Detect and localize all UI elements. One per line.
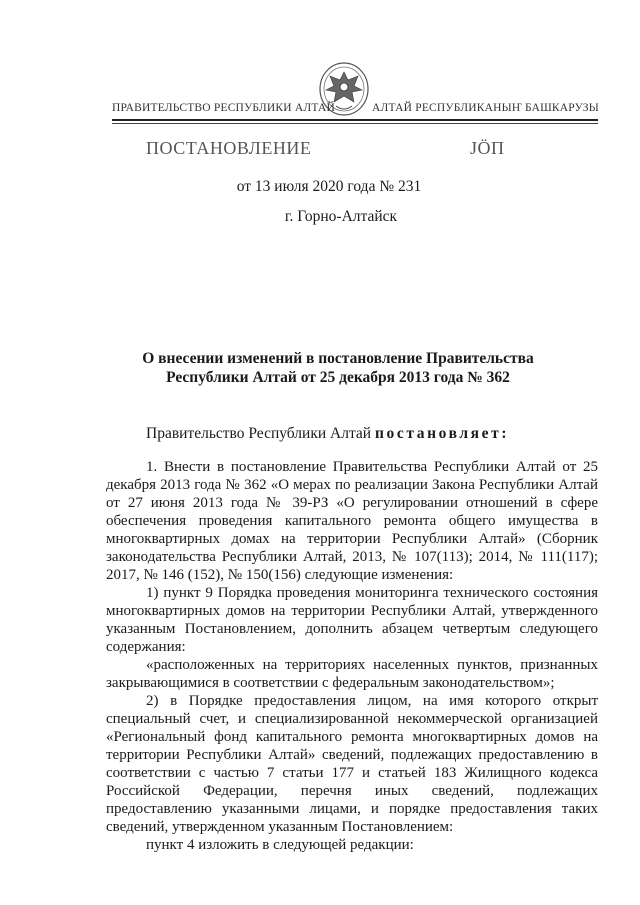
document-type-ru: ПОСТАНОВЛЕНИЕ — [146, 138, 312, 158]
document-city — [0, 208, 640, 226]
date-number-text: от 13 июля 2020 года № 231 — [236, 178, 422, 195]
document-type-alt: JӦП — [470, 138, 505, 158]
document-body — [106, 458, 598, 854]
paragraph: 1) пункт 9 Порядка проведения мониторинга технического состояния многоквартирных домов на территории Республики Алтай, утвержденного указанным Постановлением, дополнить абзацем четвертым следующего содержания: — [106, 585, 598, 655]
preamble — [146, 425, 509, 443]
preamble-emphasis: постановляет: — [374, 425, 510, 442]
header-divider-thin — [112, 123, 598, 124]
paragraph: 1. Внести в постановление Правительства Республики Алтай от 25 декабря 2013 года № 362 «О мерах по реализации Закона Республики Алтай от 27 июня 2013 года № 39-РЗ «О регулировании отношений в сфере обеспечения проведения капитального ремонта общего имущества в многоквартирных домах на территории Республики Алтай» (Сборник законодательства Республики Алтай, 2013, № 107(113); 2014, № 111(117); 2017, № 146 (152), № 150(156) следующие изменения: — [106, 459, 598, 583]
paragraph: «расположенных на территориях населенных пунктов, признанных закрывающимися в соответствии с федеральным законодательством»; — [106, 657, 598, 691]
document-date-number — [0, 178, 640, 196]
paragraph: пункт 4 изложить в следующей редакции: — [146, 837, 414, 853]
city-text: г. Горно-Алтайск — [284, 208, 398, 225]
header-divider — [112, 119, 598, 121]
paragraph: 2) в Порядке предоставления лицом, на имя которого открыт специальный счет, и специализированной некоммерческой организацией «Региональный фонд капитального ремонта многоквартирных домов на территории Республики Алтай» сведений, подлежащих предоставлению в соответствии с частью 7 статьи 177 и статьей 183 Жилищного кодекса Российской Федерации, перечня иных сведений, подлежащих предоставлению указанными лицами, и порядке предоставления таких сведений, утвержденном указанным Постановлением: — [106, 693, 598, 835]
preamble-prefix: Правительство Республики Алтай — [146, 425, 375, 442]
header-government-name-ru: ПРАВИТЕЛЬСТВО РЕСПУБЛИКИ АЛТАЙ — [112, 102, 336, 114]
document-title: О внесении изменений в постановление Правительства Республики Алтай от 25 декабря 2013 года № 362 — [142, 350, 534, 386]
header-government-name-alt: АЛТАЙ РЕСПУБЛИКАНЫҤ БАШКАРУЗЫ — [372, 102, 599, 114]
